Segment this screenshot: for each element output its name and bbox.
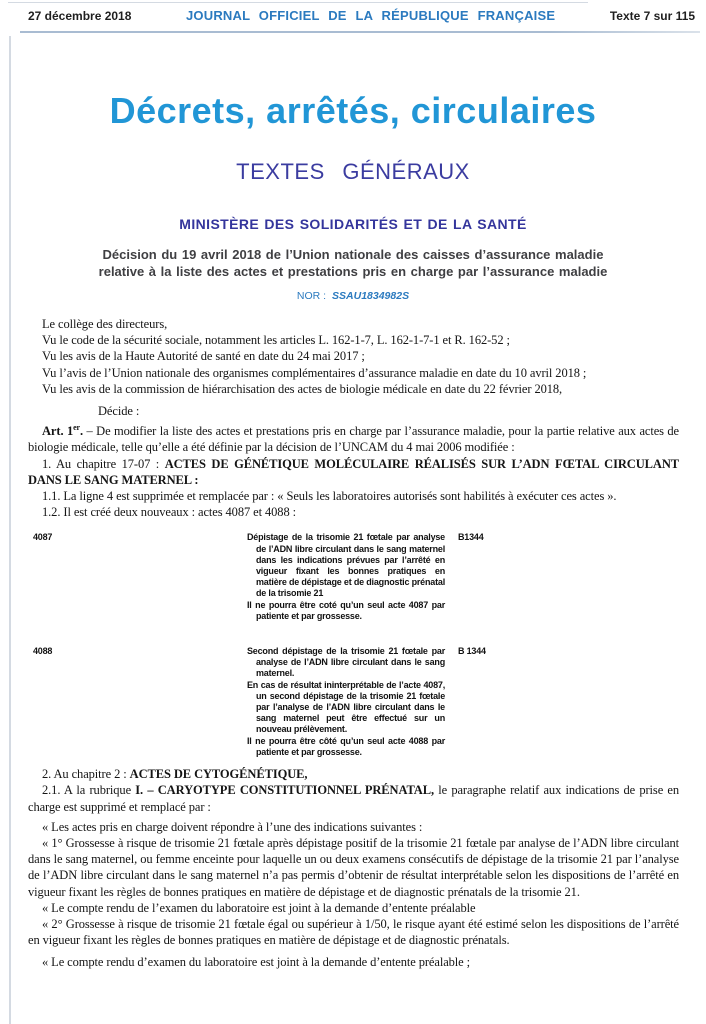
header-date: 27 décembre 2018 bbox=[28, 9, 132, 23]
acts-table bbox=[28, 532, 679, 758]
decision-title-line2: relative à la liste des actes et prestations pris en charge par l’assurance maladie bbox=[98, 264, 608, 279]
paragraph-1-2: 1.2. Il est créé deux nouveaux : actes 4087 et 4088 : bbox=[42, 505, 296, 520]
table-row-act-4087 bbox=[28, 532, 679, 622]
act-description-paragraph: En cas de résultat ininterprétable de l’acte 4087, un second dépistage de la trisomie 21 fœtale par l’analyse de l’ADN libre circulant dans le sang maternel peut être effectué sur un nouveau prélèvement. bbox=[247, 679, 445, 735]
act-description-paragraph: Il ne pourra être coté qu’un seul acte 4087 par patiente et par grossesse. bbox=[247, 599, 445, 621]
nor-line bbox=[0, 290, 706, 302]
rubrique-heading: I. – CARYOTYPE CONSTITUTIONNEL PRÉNATAL, bbox=[135, 783, 434, 798]
ministry-title: MINISTÈRE DES SOLIDARITÉS ET DE LA SANTÉ bbox=[179, 216, 527, 232]
paragraph-quote-compte-rendu-2: « Le compte rendu d’examen du laboratoire est joint à la demande d’entente préalable ; bbox=[42, 955, 471, 970]
paragraph-chapter-2 bbox=[28, 766, 679, 782]
article-1-label: Art. 1 bbox=[42, 424, 74, 439]
paragraph-vu-3: Vu l’avis de l’Union nationale des organismes complémentaires d’assurance maladie en date du 10 avril 2018 ; bbox=[42, 365, 587, 380]
paragraph-vu-4: Vu les avis de la commission de hiérarchisation des actes de biologie médicale en date du 22 février 2018, bbox=[42, 381, 563, 396]
paragraph-1-1: 1.1. La ligne 4 est supprimée et remplacée par : « Seuls les laboratoires autorisés sont habilités à exécuter ces actes ». bbox=[42, 489, 617, 504]
chapter-2-prefix: 2. Au chapitre 2 : bbox=[42, 767, 130, 782]
act-description-paragraph: Second dépistage de la trisomie 21 fœtale par analyse de l’ADN libre circulant dans le sang maternel. bbox=[247, 646, 445, 679]
main-title: Décrets, arrêtés, circulaires bbox=[109, 90, 597, 131]
page-header bbox=[28, 8, 695, 23]
act-tariff: B1344 bbox=[458, 532, 484, 543]
paragraph-chapter-17-07 bbox=[28, 456, 679, 488]
act-code: 4087 bbox=[33, 532, 53, 543]
act-description-paragraph: Dépistage de la trisomie 21 fœtale par analyse de l’ADN libre circulant dans le sang maternel dans les indications prévues par l’arrêté en vigueur fixant les bonnes pratiques en matière de dépistage et de diagnostic prénatal de la trisomie 21 bbox=[247, 532, 445, 599]
article-1-ordinal: er bbox=[73, 423, 80, 433]
paragraph-quote-indication-2: « 2° Grossesse à risque de trisomie 21 fœtale égal ou supérieur à 1/50, le risque ayant été estimé selon les dispositions de l’arrêté en vigueur fixant les règles de bonnes pratiques en matière de dépistage et de diagnostic prénatals. bbox=[28, 916, 679, 948]
paragraph-2-1 bbox=[28, 782, 679, 814]
paragraph-quote-indication-1: « 1° Grossesse à risque de trisomie 21 fœtale après dépistage positif de la trisomie 21 fœtale par analyse de l’ADN libre circulant dans le sang maternel, ou femme enceinte pour laquelle un ou deux examens consécutifs de dépistage de la trisomie 21 par l’analyse de l’ADN libre circulant dans le sang maternel n’a pas permis d’obtenir de résultat interprétable selon les dispositions de l’arrêté en vigueur fixant les règles de bonnes pratiques en matière de dépistage et de diagnostic prénatals de la trisomie 21. bbox=[28, 835, 679, 899]
header-journal-title: JOURNAL OFFICIEL DE LA RÉPUBLIQUE FRANÇAISE bbox=[186, 8, 556, 23]
act-code: 4088 bbox=[33, 646, 53, 657]
decision-title-line1: Décision du 19 avril 2018 de l’Union nationale des caisses d’assurance maladie bbox=[102, 247, 604, 262]
act-description bbox=[247, 532, 445, 622]
rubrique-suffix: le paragraphe relatif aux indications de prise en charge est supprimé et remplacé par : bbox=[28, 783, 679, 814]
nor-label: NOR : bbox=[296, 290, 327, 302]
chapter-17-07-prefix: 1. Au chapitre 17-07 : bbox=[42, 456, 165, 471]
paragraph-vu-2: Vu les avis de la Haute Autorité de santé en date du 24 mai 2017 ; bbox=[42, 349, 365, 364]
paragraph-article-1 bbox=[28, 423, 679, 455]
paragraph-decide: Décide : bbox=[98, 404, 140, 419]
article-1-label-end: . bbox=[80, 424, 84, 439]
paragraph-quote-compte-rendu-1: « Le compte rendu de l’examen du laboratoire est joint à la demande d’entente préalable bbox=[42, 900, 476, 915]
paragraph-quote-intro: « Les actes pris en charge doivent répondre à l’une des indications suivantes : bbox=[42, 819, 423, 834]
chapter-2-heading: ACTES DE CYTOGÉNÉTIQUE, bbox=[129, 767, 308, 782]
rubrique-prefix: 2.1. A la rubrique bbox=[42, 783, 136, 798]
act-tariff: B 1344 bbox=[458, 646, 486, 657]
section-title: TEXTES GÉNÉRAUX bbox=[236, 159, 470, 184]
paragraph-vu-1: Vu le code de la sécurité sociale, notamment les articles L. 162-1-7, L. 162-1-7-1 et R. 162-52 ; bbox=[42, 333, 510, 348]
decision-title bbox=[0, 246, 706, 280]
article-1-text: – De modifier la liste des actes et prestations pris en charge par l’assurance maladie, pour la partie relative aux actes de biologie médicale, telle qu’elle a été définie par la décision de l’UNCAM du 4 mai 2006 modifiée : bbox=[28, 424, 679, 455]
nor-code: SSAU1834982S bbox=[332, 290, 410, 302]
header-text-ref: Texte 7 sur 115 bbox=[609, 9, 695, 23]
table-row-act-4088 bbox=[28, 646, 679, 758]
header-divider bbox=[20, 31, 700, 33]
chapter-17-07-heading: ACTES DE GÉNÉTIQUE MOLÉCULAIRE RÉALISÉS SUR L’ADN FŒTAL CIRCULANT DANS LE SANG MATERNEL : bbox=[28, 456, 679, 487]
page-top-edge bbox=[8, 2, 588, 3]
paragraph-college: Le collège des directeurs, bbox=[42, 317, 168, 331]
act-description-paragraph: Il ne pourra être côté qu’un seul acte 4088 par patiente et par grossesse. bbox=[247, 735, 445, 757]
decision-body bbox=[28, 316, 679, 971]
act-description bbox=[247, 646, 445, 758]
